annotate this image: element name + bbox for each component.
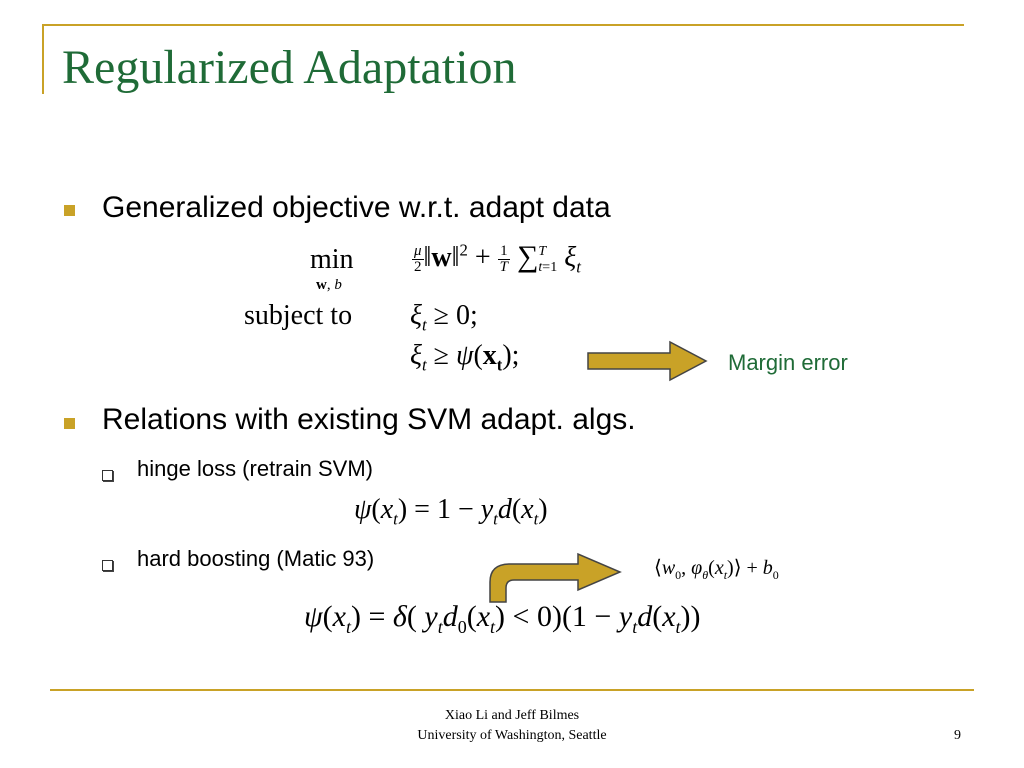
bottom-rule	[50, 689, 974, 691]
slide-title: Regularized Adaptation	[62, 41, 517, 94]
min-label: min	[310, 244, 354, 275]
bullet-square-icon	[64, 418, 75, 429]
sub-item-2-text: hard boosting (Matic 93)	[137, 546, 375, 571]
bullet-2-text: Relations with existing SVM adapt. algs.	[102, 403, 636, 436]
footer-authors: Xiao Li and Jeff Bilmes	[444, 708, 580, 723]
constraint-2: $\xi_t \ge \psi(x_t)$;	[410, 340, 520, 375]
sub-bullet-icon	[102, 560, 113, 571]
right-arrow-icon	[586, 340, 710, 382]
footer-affiliation: University of Washington, Seattle	[417, 728, 607, 743]
bullet-1-text: Generalized objective w.r.t. adapt data	[102, 191, 611, 224]
curved-arrow-icon	[480, 552, 640, 604]
sub-item-1-text: hinge loss (retrain SVM)	[137, 456, 373, 481]
margin-error-label: Margin error	[728, 350, 848, 375]
min-subscript: w, b	[316, 277, 342, 293]
sub-bullet-icon	[102, 470, 113, 481]
left-rule	[42, 24, 44, 94]
inner-product-annotation: $⟨w_0$, $\varphi_\theta(x_t)⟩ + b_0$	[654, 557, 779, 582]
hard-boosting-formula: $\psi(x_t) = \delta$( $y_td_0(x_t) < 0)(1 - y_td(x_t))$	[304, 600, 701, 637]
page-number: 9	[954, 728, 961, 743]
bullet-square-icon	[64, 205, 75, 216]
subject-to-label: subject to	[244, 300, 353, 331]
hinge-loss-formula: $\psi(x_t) = 1 - y_td(x_t)$	[354, 494, 548, 529]
top-rule	[42, 24, 964, 26]
objective-formula: $\frac{\mu}{2}‖w‖^2 + 1$ T ∑T t=1 $\xi_t$	[413, 240, 581, 277]
constraint-1: $\xi_t \ge 0$;	[410, 300, 478, 335]
